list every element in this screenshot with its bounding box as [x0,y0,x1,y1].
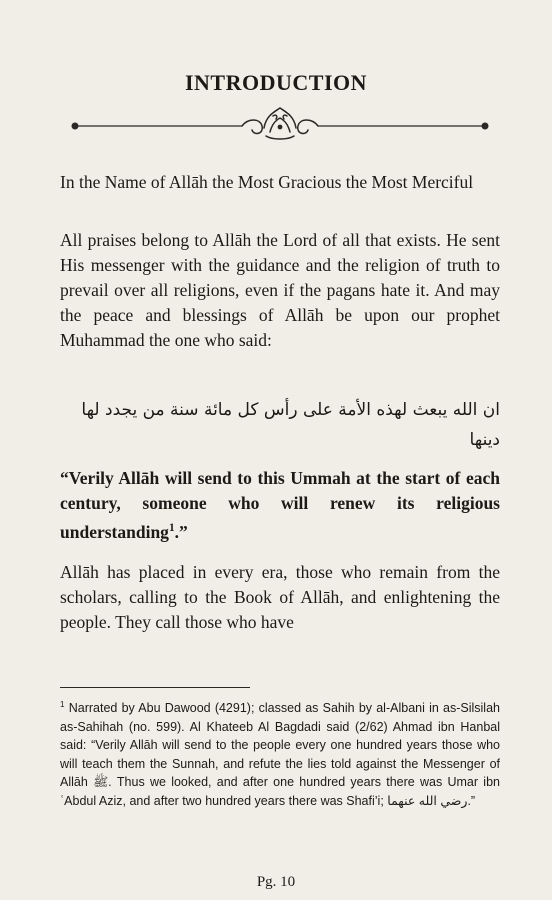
footnote-marker: 1 [60,700,65,709]
footnote-divider [60,687,250,688]
hadith-closing: .” [174,521,188,542]
praise-paragraph: All praises belong to Allāh the Lord of all that exists. He sent His messenger with the guidance and the religion of truth to prevail over all religions, even if the pagans hate it. And may the peace and blessings of Allāh be upon our prophet Muhammad the one who said: [60,230,500,350]
chapter-title: INTRODUCTION [184,70,368,95]
footnote-text: Narrated by Abu Dawood (4291); classed as Sahih by al-Albani in as-Silsilah as-Sahihah (no. 599). Al Khateeb Al Bagdadi said (2/62) Ahmad ibn Hanbal said: “Verily Allāh will send to the people every one hundred years those who will teach them the Sunnah, and refute the lies told against the Messenger of Allāh ﷺ. Thus we looked, and after one hundred years there was Umar ibn ʿAbdul Aziz, and after two hundred years there was Shafi’i; رضي الله عنهما.” [60,701,500,808]
arabic-hadith-text: ان الله يبعث لهذه الأمة على رأس كل مائة سنة من يجدد لها دينها [81,400,500,450]
page-number: Pg. 10 [256,874,296,890]
basmala-paragraph: In the Name of Allāh the Most Gracious the Most Merciful [60,172,474,192]
flourish-divider-icon [70,104,490,144]
scholars-paragraph: Allāh has placed in every era, those who remain from the scholars, calling to the Book of Allāh, and enlightening the people. They call those who have [60,562,500,632]
hadith-translation [60,466,500,545]
hadith-text: “Verily Allāh will send to this Ummah at the start of each century, someone who will renew its religious understanding [60,468,500,542]
footnote [60,696,500,810]
footnote-reference: 1 [168,522,175,534]
